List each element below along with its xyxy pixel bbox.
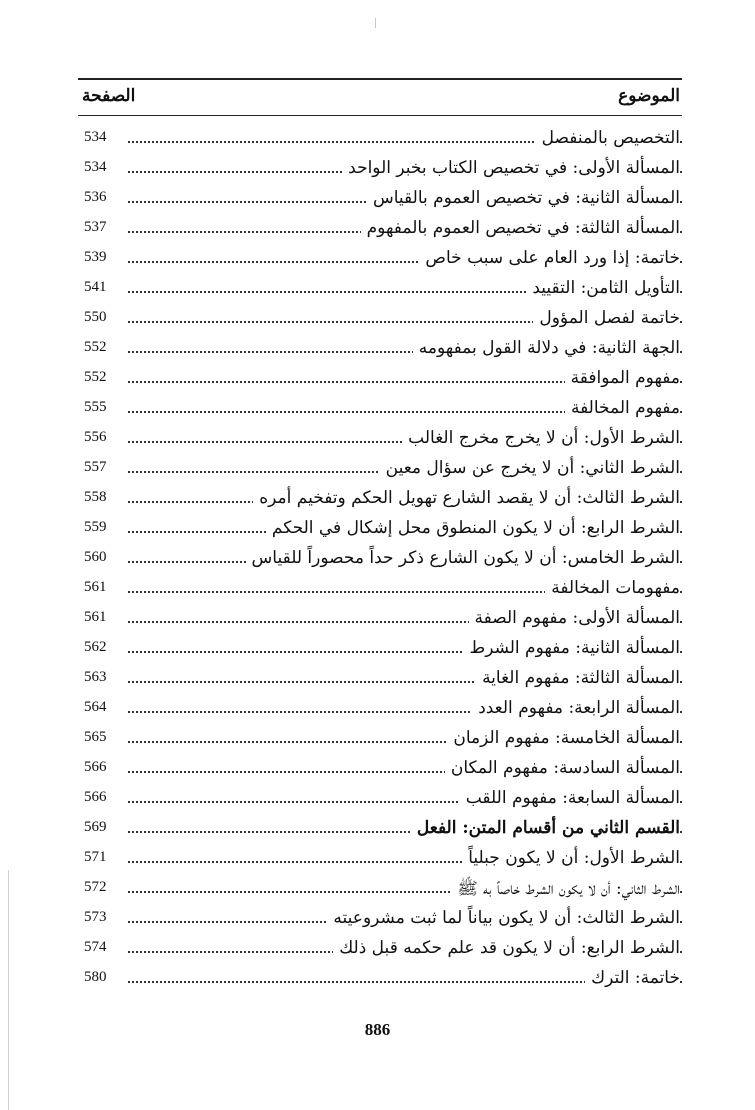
toc-entry-page: 555 [84,399,111,416]
toc-entry [78,634,682,664]
toc-entry-page: 566 [84,759,111,776]
toc-entry-title: الشرط الأول: أن لا يخرج مخرج الغالب [402,428,680,448]
toc-entry-page: 566 [84,789,111,806]
header-page-label: الصفحة [82,86,136,106]
toc-entry [78,514,682,544]
toc-entry [78,484,682,514]
toc-entry-page: 539 [84,249,111,266]
toc-entry [78,604,682,634]
toc-entry [78,424,682,454]
toc-entry-page: 565 [84,729,111,746]
toc-entry-title: الشرط الثالث: أن لا يقصد الشارع تهويل الحكم وتفخيم أمره [253,488,680,508]
toc-entry [78,274,682,304]
toc-entry-title: المسألة الثالثة: في تخصيص العموم بالمفهوم [361,218,680,238]
toc-entry-title: المسألة السادسة: مفهوم المكان [445,758,680,778]
toc-entry [78,334,682,364]
toc-entry-title: الجهة الثانية: في دلالة القول بمفهومه [413,338,680,358]
toc-entry-title: خاتمة: إذا ورد العام على سبب خاص [419,248,680,268]
toc-entry [78,874,682,904]
toc-entry-title: خاتمة: الترك [585,968,680,988]
toc-entry-page: 534 [84,159,111,176]
toc-entry [78,394,682,424]
toc-entry [78,664,682,694]
toc-entry-title: الشرط الرابع: أن لا يكون قد علم حكمه قبل ذلك [333,938,680,958]
toc-entry [78,904,682,934]
toc-entry-page: 580 [84,969,111,986]
toc-entry-title: التأويل الثامن: التقييد [526,278,680,298]
toc-entry [78,364,682,394]
toc-entry-page: 534 [84,129,111,146]
toc-entry-page: 552 [84,339,111,356]
toc-entry-page: 562 [84,639,111,656]
toc-entry [78,154,682,184]
toc-entry-page: 563 [84,669,111,686]
toc-entry-page: 552 [84,369,111,386]
toc-entry-title: خاتمة لفصل المؤول [533,308,680,328]
toc-entry [78,934,682,964]
page-number: 886 [364,1020,391,1039]
toc-entry [78,304,682,334]
toc-entry-page: 569 [84,819,111,836]
toc-entry [78,244,682,274]
toc-entry [78,694,682,724]
toc-entry [78,724,682,754]
toc-entry [78,454,682,484]
toc-entry-title: المسألة الرابعة: مفهوم العدد [472,698,680,718]
toc-entry-title: القسم الثاني من أقسام المتن: الفعل [411,818,680,838]
toc-entry-page: 572 [84,879,111,896]
toc-entry-page: 561 [84,609,111,626]
scan-mark [375,18,376,28]
toc-entry [78,184,682,214]
header-topic-label: الموضوع [618,86,680,106]
toc-entry-page: 560 [84,549,111,566]
toc-entry-page: 559 [84,519,111,536]
toc-entry-page: 574 [84,939,111,956]
toc-entry-title: المسألة السابعة: مفهوم اللقب [460,788,680,808]
toc-entry-title: الشرط الخامس: أن لا يكون الشارع ذكر حداً محصوراً للقياس [246,548,680,568]
toc-entry [78,964,682,994]
toc-entry-page: 571 [84,849,111,866]
toc-entry-page: 550 [84,309,111,326]
toc-entry-title: المسألة الثانية: في تخصيص العموم بالقياس [367,188,680,208]
toc-entry-page: 564 [84,699,111,716]
toc-entry [78,784,682,814]
toc-entry-title: الشرط الرابع: أن لا يكون المنطوق محل إشكال في الحكم [266,518,680,538]
toc-entry-title: مفهومات المخالفة [545,578,680,598]
toc-entry-title: الشرط الثالث: أن لا يكون بياناً لما ثبت مشروعيته [327,908,680,928]
toc-entry-page: 536 [84,189,111,206]
toc-entry-title: المسألة الأولى: في تخصيص الكتاب بخبر الواحد [342,158,680,178]
toc-entry-page: 557 [84,459,111,476]
toc-entry-title: مفهوم المخالفة [565,398,680,418]
toc-entry [78,844,682,874]
toc-entry-page: 541 [84,279,111,296]
toc-entry-title: المسألة الخامسة: مفهوم الزمان [447,728,680,748]
toc-entry [78,214,682,244]
toc-entry-title: مفهوم الموافقة [565,368,680,388]
toc-entry-title: المسألة الثانية: مفهوم الشرط [463,638,680,658]
toc-entry [78,124,682,154]
toc-entry [78,544,682,574]
toc-entry-title: الشرط الأول: أن لا يكون جبلياً [462,848,680,868]
toc-entry [78,574,682,604]
scan-margin-line [8,870,9,1110]
toc-entry-title: المسألة الثالثة: مفهوم الغاية [476,668,680,688]
toc-entry-title: الشرط الثاني: أن لا يخرج عن سؤال معين [380,458,680,478]
toc-entry-title: التخصيص بالمنفصل [536,128,680,148]
toc-entry-page: 537 [84,219,111,236]
toc-entry-title: المسألة الأولى: مفهوم الصفة [469,608,681,628]
toc-list [78,124,682,994]
toc-entry [78,814,682,844]
toc-entry-title: الشرط الثاني: أن لا يكون الشرط خاصاً به ﷺ [451,878,680,903]
toc-header [78,78,682,116]
toc-entry [78,754,682,784]
toc-entry-page: 556 [84,429,111,446]
toc-entry-page: 561 [84,579,111,596]
toc-entry-page: 558 [84,489,111,506]
toc-entry-page: 573 [84,909,111,926]
